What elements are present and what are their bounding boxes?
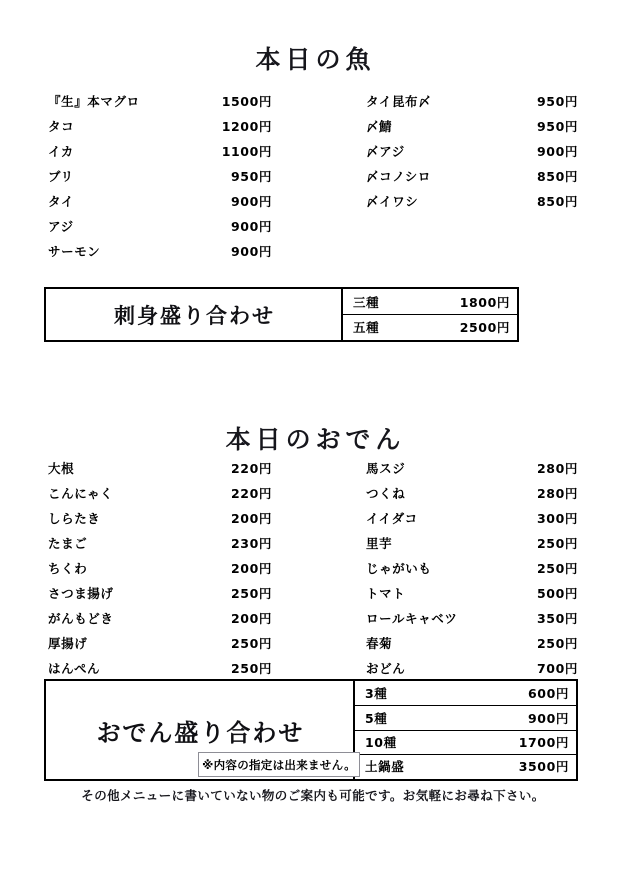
menu-item-price: 250円 — [231, 586, 272, 601]
menu-item-price: 1500円 — [221, 94, 272, 109]
menu-item-name: 『生』本マグロ — [48, 94, 140, 109]
menu-item-row — [366, 656, 578, 681]
menu-item-name: 春菊 — [366, 636, 393, 651]
menu-item-name: 〆コノシロ — [366, 169, 432, 184]
menu-item-row — [366, 506, 578, 531]
sashimi-assortment-title-cell — [46, 289, 341, 340]
fish-section-heading: 本日の魚 — [255, 45, 376, 74]
menu-item-row — [366, 481, 578, 506]
menu-item-name: 大根 — [48, 461, 75, 476]
menu-item-price: 900円 — [231, 194, 272, 209]
menu-item-name: はんぺん — [48, 661, 101, 676]
sashimi-assortment-price-rows — [341, 289, 517, 340]
menu-item-price: 300円 — [537, 511, 578, 526]
menu-item-price: 850円 — [537, 194, 578, 209]
sashimi-assortment-box — [44, 287, 519, 342]
menu-item-row — [48, 139, 272, 164]
menu-item-name: タコ — [48, 119, 75, 134]
menu-item-price: 950円 — [537, 94, 578, 109]
menu-item-row — [48, 631, 272, 656]
menu-item-price: 200円 — [231, 561, 272, 576]
menu-item-price: 950円 — [231, 169, 272, 184]
menu-item-row — [366, 556, 578, 581]
oden-assortment-title: おでん盛り合わせ — [96, 717, 305, 747]
menu-item-name: 〆アジ — [366, 144, 405, 159]
menu-item-name: アジ — [48, 219, 74, 234]
assortment-price-row — [343, 289, 517, 314]
menu-item-price: 280円 — [537, 486, 578, 501]
footer-note: その他メニューに書いていない物のご案内も可能です。お気軽にお尋ね下さい。 — [81, 788, 545, 803]
assortment-price-row — [355, 681, 576, 705]
menu-item-price: 900円 — [231, 244, 272, 259]
menu-item-row — [48, 164, 272, 189]
menu-item-row — [48, 456, 272, 481]
menu-item-row — [48, 481, 272, 506]
menu-item-row — [366, 606, 578, 631]
menu-item-row — [48, 556, 272, 581]
menu-item-price: 900円 — [537, 144, 578, 159]
menu-item-name: しらたき — [48, 511, 101, 526]
menu-item-name: 〆鯖 — [366, 119, 393, 134]
menu-item-name: タイ — [48, 194, 74, 209]
menu-item-row — [48, 506, 272, 531]
sashimi-assortment-title: 刺身盛り合わせ — [114, 302, 275, 328]
assortment-quantity-label: 五種 — [353, 320, 380, 335]
assortment-price: 2500円 — [459, 320, 510, 335]
menu-item-row — [48, 531, 272, 556]
assortment-price: 1800円 — [459, 294, 510, 310]
menu-item-name: 里芋 — [366, 536, 393, 551]
menu-item-name: イイダコ — [366, 511, 418, 526]
menu-item-name: 馬スジ — [366, 461, 406, 476]
menu-item-price: 250円 — [537, 536, 578, 551]
assortment-price: 600円 — [528, 686, 569, 702]
menu-item-name: たまご — [48, 536, 88, 551]
assortment-price-row — [355, 754, 576, 778]
assortment-price-row — [355, 705, 576, 729]
menu-item-price: 250円 — [537, 561, 578, 576]
assortment-quantity-label: 土鍋盛 — [365, 759, 405, 775]
menu-item-name: ちくわ — [48, 561, 88, 576]
menu-item-price: 350円 — [537, 611, 578, 626]
menu-item-price: 850円 — [537, 169, 578, 184]
assortment-price: 1700円 — [518, 735, 569, 751]
menu-item-name: がんもどき — [48, 611, 114, 626]
oden-right-item-list — [366, 456, 578, 681]
menu-item-row — [48, 606, 272, 631]
oden-assortment-title-cell — [46, 681, 356, 779]
menu-item-name: ブリ — [48, 169, 74, 184]
menu-item-name: つくね — [366, 486, 406, 501]
menu-item-price: 950円 — [537, 119, 578, 134]
oden-assortment-note: ※内容の指定は出来ません。 — [198, 752, 360, 777]
oden-assortment-price-rows — [353, 681, 576, 779]
menu-item-price: 900円 — [231, 219, 272, 234]
menu-item-name: 〆イワシ — [366, 194, 419, 209]
menu-item-name: サーモン — [48, 244, 101, 259]
menu-item-price: 220円 — [231, 486, 272, 501]
menu-item-name: おどん — [366, 661, 406, 676]
menu-item-name: こんにゃく — [48, 486, 114, 501]
menu-item-row — [48, 581, 272, 606]
fish-left-item-list — [48, 89, 272, 264]
menu-item-row — [366, 139, 578, 164]
menu-item-row — [366, 114, 578, 139]
oden-left-item-list — [48, 456, 272, 681]
menu-item-row — [366, 189, 578, 214]
menu-item-row — [366, 89, 578, 114]
assortment-price-row — [355, 730, 576, 754]
menu-item-row — [366, 456, 578, 481]
menu-item-row — [48, 214, 272, 239]
menu-item-price: 230円 — [231, 536, 272, 551]
menu-item-price: 1100円 — [221, 144, 272, 159]
menu-item-row — [48, 189, 272, 214]
menu-item-price: 220円 — [231, 461, 272, 476]
assortment-quantity-label: 3種 — [365, 686, 388, 702]
menu-item-name: ロールキャベツ — [366, 611, 458, 626]
oden-section-heading: 本日のおでん — [225, 425, 406, 454]
assortment-price-row — [343, 314, 517, 339]
fish-right-item-list — [366, 89, 578, 214]
menu-item-name: 厚揚げ — [48, 636, 88, 651]
menu-item-price: 1200円 — [221, 119, 272, 134]
menu-item-price: 280円 — [537, 461, 578, 476]
oden-assortment-box — [44, 679, 578, 781]
menu-item-row — [48, 239, 272, 264]
menu-item-price: 250円 — [231, 661, 272, 676]
assortment-quantity-label: 5種 — [365, 710, 388, 726]
menu-item-price: 200円 — [231, 511, 272, 526]
menu-item-price: 500円 — [537, 586, 578, 601]
menu-item-row — [366, 581, 578, 606]
menu-item-row — [366, 164, 578, 189]
menu-item-price: 200円 — [231, 611, 272, 626]
assortment-quantity-label: 三種 — [353, 294, 380, 310]
menu-item-name: タイ昆布〆 — [366, 94, 432, 109]
menu-item-name: じゃがいも — [366, 561, 432, 576]
menu-item-row — [48, 114, 272, 139]
menu-item-price: 700円 — [537, 661, 578, 676]
menu-item-price: 250円 — [231, 636, 272, 651]
menu-item-row — [366, 631, 578, 656]
assortment-price: 900円 — [528, 710, 569, 726]
menu-item-row — [48, 656, 272, 681]
menu-item-name: トマト — [366, 586, 406, 601]
menu-item-name: さつま揚げ — [48, 586, 114, 601]
menu-item-row — [366, 531, 578, 556]
menu-item-name: イカ — [48, 144, 74, 159]
menu-item-row — [48, 89, 272, 114]
assortment-quantity-label: 10種 — [365, 735, 397, 751]
menu-item-price: 250円 — [537, 636, 578, 651]
assortment-price: 3500円 — [518, 759, 569, 775]
